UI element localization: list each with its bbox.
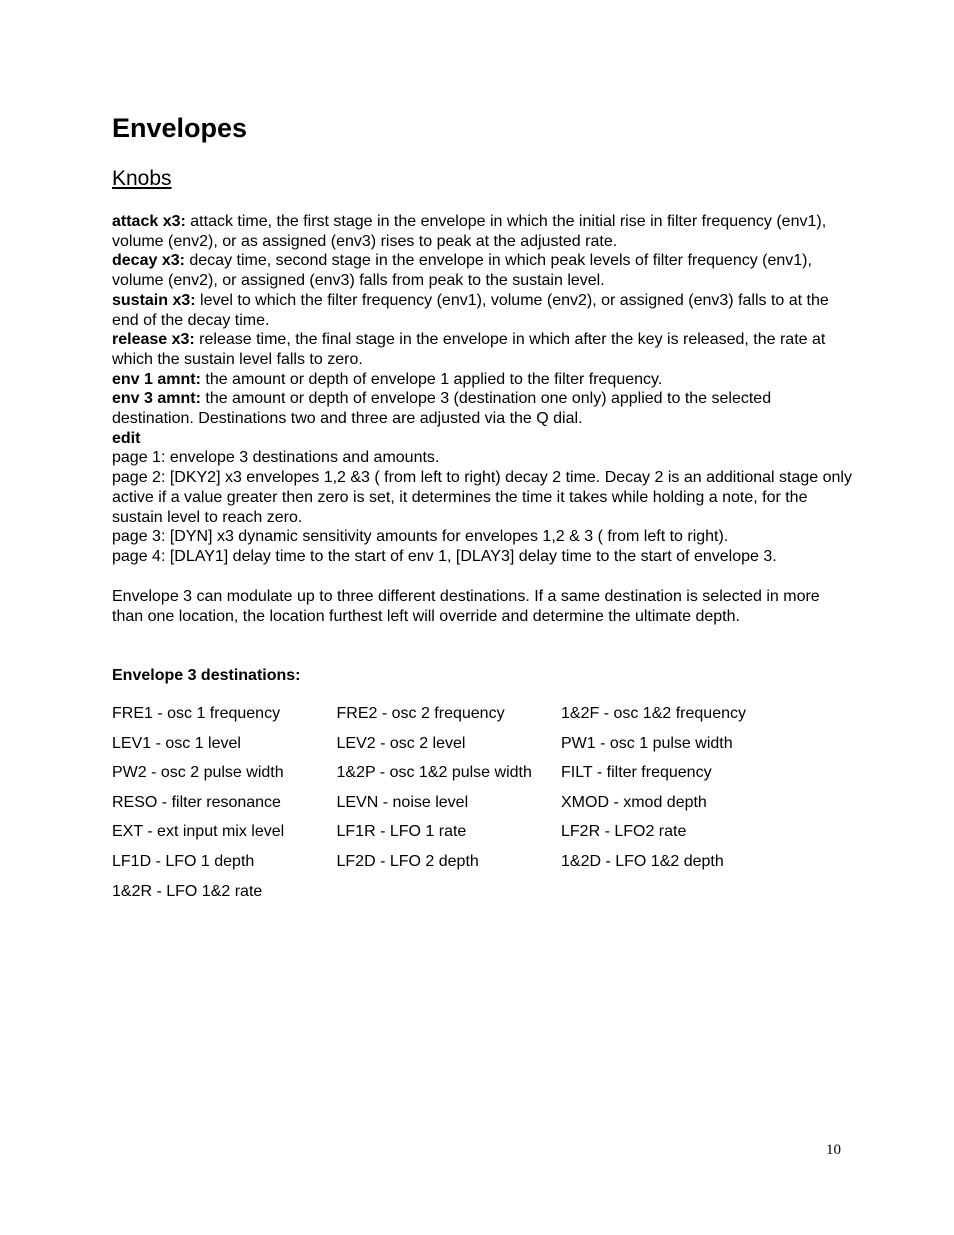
destination-item: RESO - filter resonance <box>112 793 281 811</box>
definition-env1-amnt <box>112 370 852 390</box>
destination-item <box>561 882 786 912</box>
destination-item: 1&2R - LFO 1&2 rate <box>112 882 263 900</box>
table-row <box>112 882 792 912</box>
edit-page-3: page 3: [DYN] x3 dynamic sensitivity amounts for envelopes 1,2 & 3 ( from left to right). <box>112 528 729 546</box>
destination-item: 1&2P - osc 1&2 pulse width <box>336 764 532 782</box>
destination-item: LEV1 - osc 1 level <box>112 734 241 752</box>
definition-release <box>112 330 852 369</box>
definition-env3-amnt <box>112 389 852 428</box>
destination-item: EXT - ext input mix level <box>112 823 285 841</box>
destination-item: FILT - filter frequency <box>561 764 712 782</box>
page-number: 10 <box>826 1142 841 1158</box>
definition-text: the amount or depth of envelope 3 (destination one only) applied to the selected destination. Destinations two and three are adjusted via the Q dial. <box>112 390 772 428</box>
destination-item: LF1R - LFO 1 rate <box>336 823 467 841</box>
destination-item <box>337 882 562 912</box>
edit-page-1: page 1: envelope 3 destinations and amounts. <box>112 449 440 467</box>
destination-item: LEVN - noise level <box>336 793 469 811</box>
definition-term: release x3: <box>112 331 195 349</box>
table-row <box>112 793 792 823</box>
destination-item: FRE1 - osc 1 frequency <box>112 705 281 722</box>
knob-definitions <box>112 212 852 567</box>
page-title: Envelopes <box>112 113 248 143</box>
envelope3-paragraph: Envelope 3 can modulate up to three different destinations. If a same destination is selected in more than one location, the location furthest left will override and determine the ultimate depth. <box>112 588 820 625</box>
destination-item: PW2 - osc 2 pulse width <box>112 764 284 782</box>
section-heading-knobs: Knobs <box>112 167 172 190</box>
definition-text: level to which the filter frequency (env1), volume (env2), or assigned (env3) falls to at the end of the decay time. <box>112 291 829 329</box>
definition-text: decay time, second stage in the envelope in which peak levels of filter frequency (env1), volume (env2), or assigned (env3) falls from peak to the sustain level. <box>112 252 812 290</box>
destination-item: 1&2F - osc 1&2 frequency <box>561 705 746 722</box>
definition-term: edit <box>112 429 141 447</box>
definition-edit <box>112 429 852 449</box>
destinations-table <box>112 704 792 911</box>
table-row <box>112 852 792 882</box>
definition-term: sustain x3: <box>112 291 196 309</box>
definition-attack <box>112 212 852 251</box>
definition-term: env 1 amnt: <box>112 370 201 388</box>
destination-item: LEV2 - osc 2 level <box>336 734 466 752</box>
destination-item: LF2D - LFO 2 depth <box>336 852 479 870</box>
definition-term: env 3 amnt: <box>112 390 201 408</box>
table-row <box>112 704 792 734</box>
destination-item: LF2R - LFO2 rate <box>561 823 687 841</box>
destination-item: PW1 - osc 1 pulse width <box>561 734 733 752</box>
table-row <box>112 734 792 764</box>
destinations-heading: Envelope 3 destinations: <box>112 667 301 684</box>
edit-page-4: page 4: [DLAY1] delay time to the start of env 1, [DLAY3] delay time to the start of envelope 3. <box>112 547 777 565</box>
destination-item: FRE2 - osc 2 frequency <box>336 705 505 722</box>
destination-item: XMOD - xmod depth <box>561 793 707 811</box>
table-row <box>112 763 792 793</box>
definition-term: attack x3: <box>112 213 186 230</box>
definition-text: attack time, the first stage in the envelope in which the initial rise in filter frequency (env1), volume (env2), or as assigned (env3) rises to peak at the adjusted rate. <box>112 213 827 250</box>
edit-page-2: page 2: [DKY2] x3 envelopes 1,2 &3 ( from left to right) decay 2 time. Decay 2 is an additional stage only active if a value greater then zero is set, it determines the time it takes while holding a note, for the sustain level to reach zero. <box>112 469 852 526</box>
definition-text: release time, the final stage in the envelope in which after the key is released, the rate at which the sustain level falls to zero. <box>112 331 826 368</box>
definition-decay <box>112 251 852 290</box>
destination-item: LF1D - LFO 1 depth <box>112 852 255 870</box>
definition-sustain <box>112 291 852 330</box>
definition-term: decay x3: <box>112 252 185 270</box>
definition-text: the amount or depth of envelope 1 applied to the filter frequency. <box>200 370 663 388</box>
destination-item: 1&2D - LFO 1&2 depth <box>561 852 724 870</box>
table-row <box>112 822 792 852</box>
